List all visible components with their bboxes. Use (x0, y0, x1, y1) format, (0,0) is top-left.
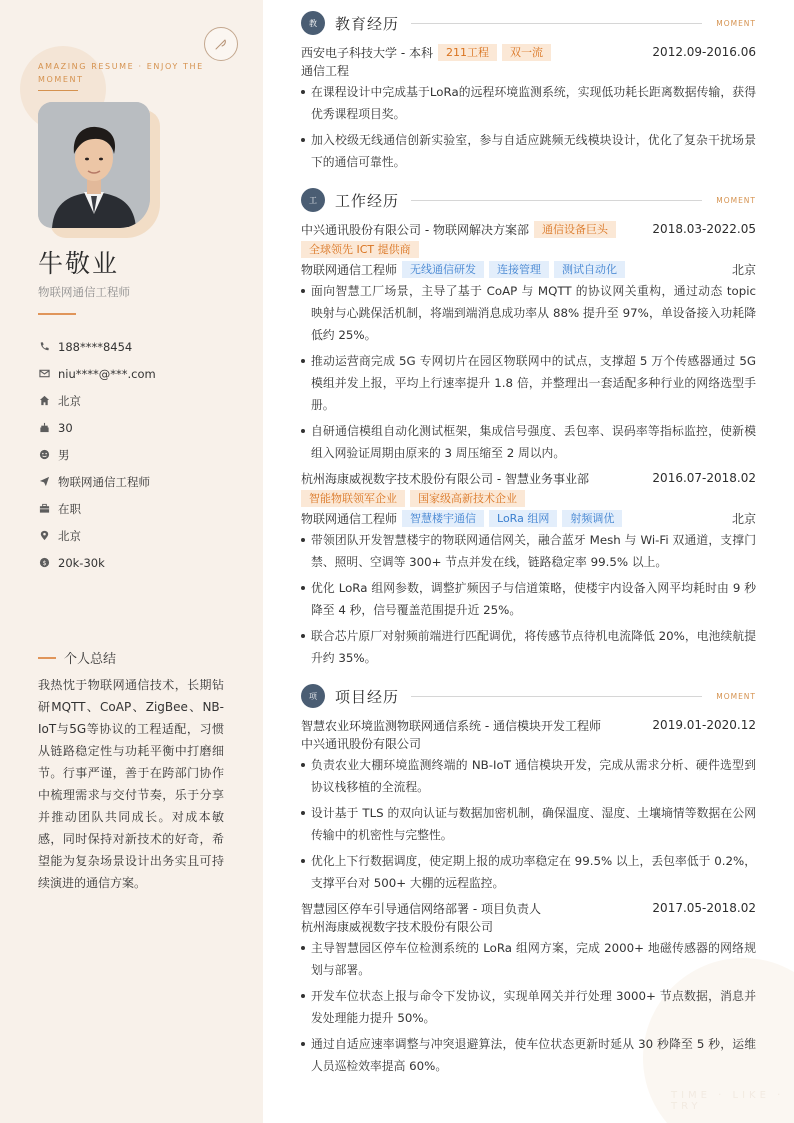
location-icon (38, 530, 50, 542)
projects-section (301, 683, 756, 1077)
role-tag: 智慧楼宇通信 (402, 510, 484, 527)
list-item: 在课程设计中完成基于LoRa的远程环境监测系统，实现低功耗长距离数据传输，获得优秀课程项目奖。 (301, 81, 756, 125)
role-tag: 无线通信研发 (402, 261, 484, 278)
home-icon (38, 395, 50, 407)
list-item: 主导智慧园区停车位检测系统的 LoRa 组网方案，完成 2000+ 地磁传感器的网络规划与部署。 (301, 937, 756, 981)
list-item: 负责农业大棚环境监测终端的 NB-IoT 通信模块开发，完成从需求分析、硬件选型到协议栈移植的全流程。 (301, 754, 756, 798)
info-status: 在职 (38, 495, 248, 522)
list-item: 带领团队开发智慧楼宇的物联网通信网关，融合蓝牙 Mesh 与 Wi-Fi 双通道，支撑门禁、照明、空调等 300+ 节点并发在线，链路稳定率 99.5% 以上。 (301, 529, 756, 573)
list-item: 开发车位状态上报与命令下发协议，实现单网关并行处理 3000+ 节点数据，消息并发处理能力提升 50%。 (301, 985, 756, 1029)
company-name: 杭州海康威视数字技术股份有限公司 - 智慧业务事业部 (301, 471, 589, 486)
summary-dash (38, 657, 56, 659)
section-divider (411, 696, 702, 697)
list-item: 面向智慧工厂场景，主导了基于 CoAP 与 MQTT 的协议网关重构，通过动态 topic 映射与心跳保活机制，将端到端消息成功率从 88% 提升至 97%，单设备接入功耗降低约 25%。 (301, 280, 756, 346)
school-tag: 双一流 (502, 44, 551, 61)
main-content (263, 0, 794, 1123)
project-entry (301, 715, 756, 894)
list-item: 加入校级无线通信创新实验室，参与自适应跳频无线模块设计，优化了复杂干扰场景下的通信可靠性。 (301, 129, 756, 173)
job-city: 北京 (731, 511, 756, 526)
send-icon (38, 476, 50, 488)
section-header (301, 10, 756, 36)
section-title: 教育经历 (335, 14, 400, 33)
role-tag: 测试自动化 (554, 261, 625, 278)
info-phone: 188****8454 (38, 333, 248, 360)
role-tag: 射频调优 (562, 510, 622, 527)
info-age: 30 (38, 414, 248, 441)
portrait-icon (38, 102, 150, 228)
name-divider (38, 313, 76, 315)
job-bullets (301, 529, 756, 669)
project-name: 智慧园区停车引导通信网络部署 - 项目负责人 (301, 901, 541, 916)
project-entry (301, 898, 756, 1077)
watermark: TIME · LIKE · TRY (671, 1090, 785, 1112)
company-name: 中兴通讯股份有限公司 - 物联网解决方案部 (301, 222, 529, 237)
job-date: 2018.03-2022.05 (652, 222, 756, 236)
company-tag: 全球领先 ICT 提供商 (301, 241, 419, 258)
project-org: 杭州海康威视数字技术股份有限公司 (301, 920, 494, 934)
job-bullets (301, 280, 756, 464)
info-gender: 男 (38, 441, 248, 468)
major: 通信工程 (301, 64, 350, 78)
job-date: 2016.07-2018.02 (652, 471, 756, 485)
school-name: 西安电子科技大学 - 本科 (301, 45, 433, 60)
mail-icon (38, 368, 50, 380)
company-tag: 国家级高新技术企业 (410, 490, 525, 507)
job-role: 物联网通信工程师 (301, 511, 398, 526)
project-date: 2017.05-2018.02 (652, 901, 756, 915)
list-item: 自研通信模组自动化测试框架，集成信号强度、丢包率、误码率等指标监控，使新模组入网验证周期由原来的 3 周压缩至 2 周以内。 (301, 420, 756, 464)
section-title: 工作经历 (335, 191, 400, 210)
moment-label: MOMENT (716, 195, 756, 205)
info-email: niu****@***.com (38, 360, 248, 387)
person-title: 物联网通信工程师 (38, 285, 130, 299)
tagline: AMAZING RESUME · ENJOY THE MOMENT (38, 62, 204, 84)
education-section (301, 10, 756, 173)
list-item: 联合芯片原厂对射频前端进行匹配调优，将传感节点待机电流降低 20%，电池续航提升约 35%。 (301, 625, 756, 669)
list-item: 推动运营商完成 5G 专网切片在园区物联网中的试点，支撑超 5 万个传感器通过 5G 模组并发上报，平均上行速率提升 1.8 倍，并整理出一套适配多种行业的网络选型手册。 (301, 350, 756, 416)
job-entry (301, 219, 756, 464)
section-title: 项目经历 (335, 687, 400, 706)
phone-icon (38, 341, 50, 353)
quill-icon (204, 27, 238, 61)
avatar (38, 102, 150, 228)
section-header (301, 187, 756, 213)
job-role: 物联网通信工程师 (301, 262, 398, 277)
project-bullets (301, 754, 756, 894)
info-home: 北京 (38, 387, 248, 414)
section-divider (411, 23, 702, 24)
list-item: 优化 LoRa 组网参数，调整扩频因子与信道策略，使楼宇内设备入网平均耗时由 9 秒降至 4 秒，信号覆盖范围提升近 25%。 (301, 577, 756, 621)
gender-icon (38, 449, 50, 461)
job-entry (301, 468, 756, 669)
projects-badge: 项 (301, 684, 325, 708)
project-date: 2019.01-2020.12 (652, 718, 756, 732)
education-badge: 教 (301, 11, 325, 35)
company-tag: 智能物联领军企业 (301, 490, 405, 507)
summary-heading: 个人总结 (38, 648, 116, 667)
list-item: 设计基于 TLS 的双向认证与数据加密机制，确保温度、湿度、土壤墒情等数据在公网传输中的机密性与完整性。 (301, 802, 756, 846)
info-salary: $ 20k-30k (38, 549, 248, 576)
moment-label: MOMENT (716, 691, 756, 701)
list-item: 优化上下行数据调度，使定期上报的成功率稳定在 99.5% 以上，丢包率低于 0.2%，支撑平台对 500+ 大棚的远程监控。 (301, 850, 756, 894)
project-org: 中兴通讯股份有限公司 (301, 737, 422, 751)
role-tag: 连接管理 (489, 261, 549, 278)
project-bullets (301, 937, 756, 1077)
education-bullets (301, 81, 756, 173)
work-badge: 工 (301, 188, 325, 212)
list-item: 通过自适应速率调整与冲突退避算法，使车位状态更新时延从 30 秒降至 5 秒，运维人员巡检效率提高 60%。 (301, 1033, 756, 1077)
cake-icon (38, 422, 50, 434)
salary-icon (38, 557, 50, 569)
svg-text:$: $ (41, 558, 47, 567)
person-name: 牛敬业 (38, 249, 120, 278)
tagline-divider (38, 90, 78, 91)
summary-text: 我热忱于物联网通信技术，长期钻研MQTT、CoAP、ZigBee、NB-IoT与5G等协议的工程适配，习惯从链路稳定性与功耗平衡中打磨细节。行事严谨，善于在跨部门协作中梳理需求与交付节奏，乐于分享并推动团队共同成长。对成本敏感，同时保持对新技术的好奇，希望能为复杂场景设计出务实且可持续演进的通信方案。 (38, 678, 224, 890)
school-tag: 211工程 (438, 44, 497, 61)
info-position: 物联网通信工程师 (38, 468, 248, 495)
job-city: 北京 (731, 262, 756, 277)
briefcase-icon (38, 503, 50, 515)
section-header (301, 683, 756, 709)
section-divider (411, 200, 702, 201)
info-location: 北京 (38, 522, 248, 549)
sidebar (0, 0, 263, 1123)
moment-label: MOMENT (716, 18, 756, 28)
role-tag: LoRa 组网 (489, 510, 557, 527)
work-section (301, 187, 756, 669)
project-name: 智慧农业环境监测物联网通信系统 - 通信模块开发工程师 (301, 718, 601, 733)
contact-info (38, 333, 248, 576)
education-date: 2012.09-2016.06 (652, 45, 756, 59)
company-tag: 通信设备巨头 (534, 221, 616, 238)
